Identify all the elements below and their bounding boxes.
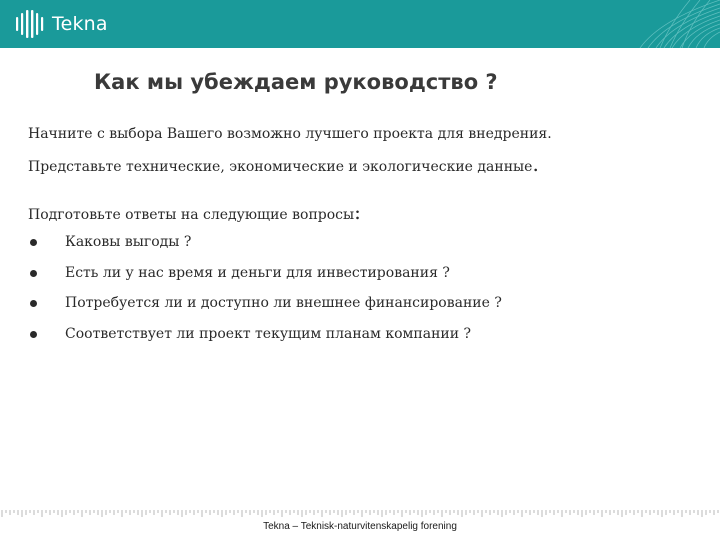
bullet-icon — [30, 270, 37, 277]
questions-lead-text: Подготовьте ответы на следующие вопросы — [28, 207, 355, 223]
logo-text: Tekna — [52, 13, 108, 35]
bullet-icon — [30, 300, 37, 307]
intro-line-2-end: . — [532, 152, 539, 176]
intro-line-1: Начните с выбора Вашего возможно лучшего проекта для внедрения. — [28, 126, 552, 142]
footer-ruler — [0, 510, 720, 518]
bullet-text: Каковы выгоды ? — [65, 234, 192, 250]
footer-text: Tekna – Teknisk-naturvitenskapelig forening — [263, 521, 457, 532]
intro-line-2-text: Представьте технические, экономические и экологические данные — [28, 159, 533, 175]
questions-lead — [28, 200, 361, 224]
bullet-item — [28, 265, 450, 281]
header-decoration — [600, 0, 720, 48]
bullet-icon — [30, 239, 37, 246]
bullet-text: Потребуется ли и доступно ли внешнее финансирование ? — [65, 295, 502, 311]
bullet-item — [28, 295, 502, 311]
tekna-logo-icon — [14, 9, 48, 39]
bullet-text: Есть ли у нас время и деньги для инвестирования ? — [65, 265, 450, 281]
header-bar — [0, 0, 720, 48]
tekna-logo — [14, 9, 108, 39]
intro-line-2 — [28, 152, 539, 176]
bullet-item — [28, 234, 191, 250]
questions-lead-end: : — [354, 200, 361, 224]
bullet-icon — [30, 331, 37, 338]
slide-title: Как мы убеждаем руководство ? — [94, 70, 498, 94]
bullet-item — [28, 326, 471, 342]
bullet-text: Соответствует ли проект текущим планам компании ? — [65, 326, 472, 342]
